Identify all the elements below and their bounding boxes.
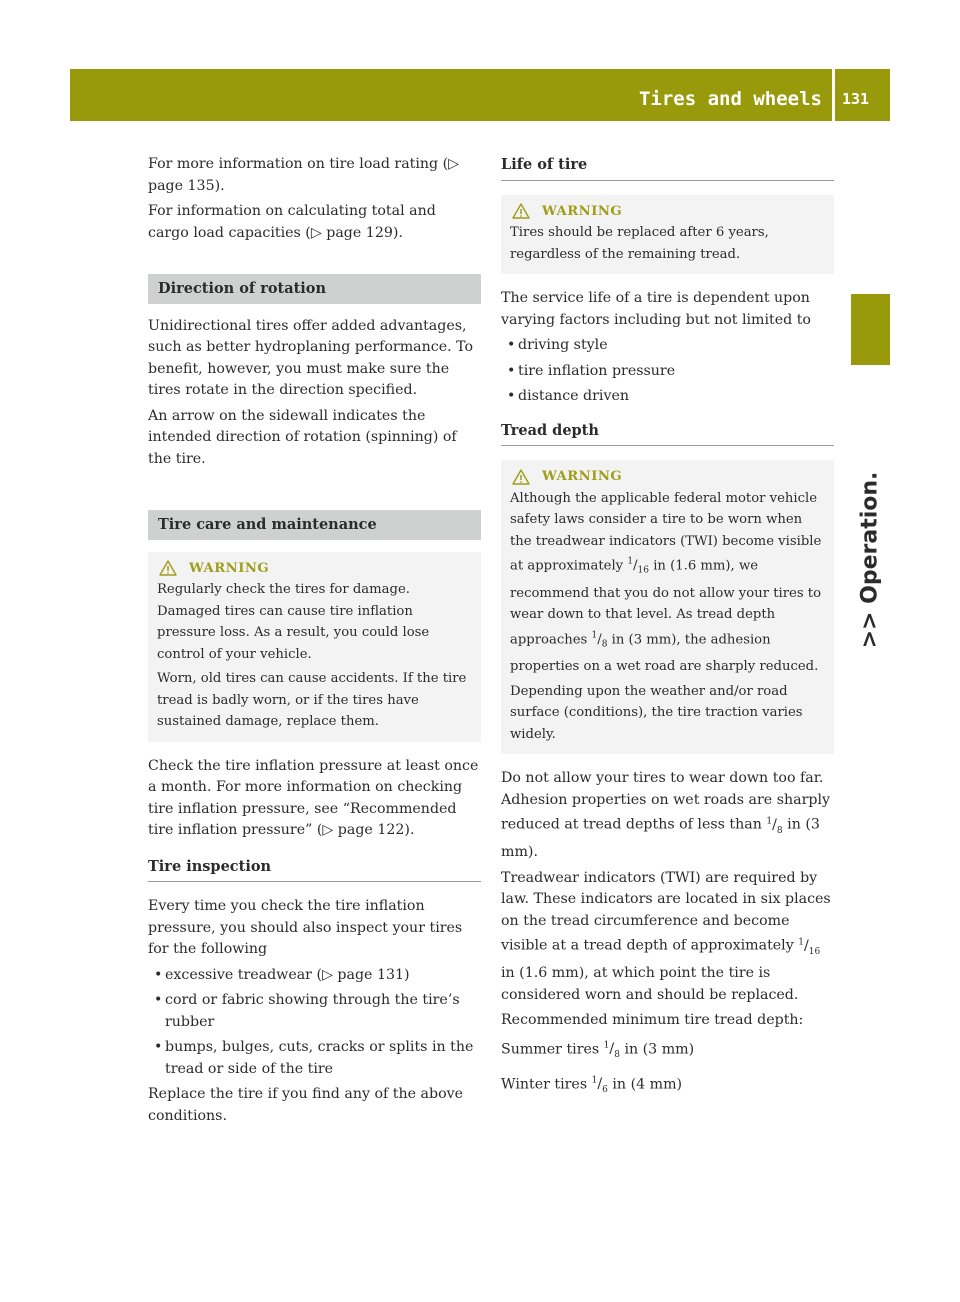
warning-text: Worn, old tires can cause accidents. If the tire tread is badly worn, or if the tires have sustained damage, replace them. <box>157 671 467 729</box>
warning-title <box>157 558 473 580</box>
tread-depth-winter: Winter tires $^1/_6$ in (4 mm) <box>501 1075 683 1096</box>
fraction: $^1/_8$ <box>591 630 608 650</box>
warning-text: Although the applicable federal motor vehicle safety laws consider a tire to be worn when the treadwear indicators (TWI) become visible at approximately $^1/_{16}$ in (1.6 mm), we recommend that you do not allow your tires to wear down to that level. As tread depth approaches $^1/_8$ in (3 mm), the adhesion properties on a wet road are sharply reduced. <box>510 490 822 675</box>
warning-title <box>510 201 826 223</box>
warning-text: Depending upon the weather and/or road surface (conditions), the tire traction varies widely. <box>510 683 803 742</box>
subsection-heading: Tread depth <box>501 420 834 447</box>
warning-label: WARNING <box>542 469 623 484</box>
bullet: • <box>154 966 163 983</box>
fraction: $^1/_{16}$ <box>798 937 821 957</box>
paragraph: An arrow on the sidewall indicates the intended direction of rotation (spinning) of the tire. <box>148 407 457 467</box>
header-divider <box>832 69 835 121</box>
list-item: • excessive treadwear (▷ page 131) <box>148 965 481 987</box>
tread-depth-summer: Summer tires $^1/_8$ in (3 mm) <box>501 1040 695 1061</box>
warning-title <box>510 466 826 488</box>
bullet: • <box>154 1039 163 1055</box>
paragraph: The service life of a tire is dependent upon varying factors including but not limited to <box>501 290 811 328</box>
paragraph: For information on calculating total and cargo load capacities (▷ page 129). <box>148 203 436 241</box>
section-tab-marker <box>851 294 890 365</box>
paragraph: Recommended minimum tire tread depth: <box>501 1012 804 1029</box>
paragraph: For more information on tire load rating (▷ page 135). <box>148 156 460 194</box>
fraction: $^1/_6$ <box>591 1075 608 1096</box>
bullet: • <box>507 337 516 353</box>
list-item: • cord or fabric showing through the tire’s rubber <box>154 992 460 1030</box>
section-heading: Direction of rotation <box>148 274 481 304</box>
section-side-label: >> Operation. <box>857 471 883 649</box>
warning-text: Tires should be replaced after 6 years, regardless of the remaining tread. <box>510 225 769 262</box>
paragraph: Replace the tire if you find any of the above conditions. <box>148 1086 464 1124</box>
warning-text: Regularly check the tires for damage. Damaged tires can cause tire inflation pressure loss. As a result, you could lose control of your vehicle. <box>157 582 430 662</box>
list-item: • driving style <box>501 335 834 357</box>
warning-label: WARNING <box>189 560 270 576</box>
warning-box <box>501 460 834 754</box>
warning-triangle-icon <box>159 560 177 576</box>
warning-box <box>501 195 834 275</box>
subsection-heading: Tire inspection <box>148 856 481 883</box>
left-column <box>148 154 481 1131</box>
section-heading: Tire care and maintenance <box>148 510 481 540</box>
bullet: • <box>507 388 516 404</box>
paragraph: Do not allow your tires to wear down too far. Adhesion properties on wet roads are sharply reduced at tread depths of less than $^1/_8$ in (3 mm). <box>501 770 830 861</box>
fraction: $^1/_8$ <box>603 1040 620 1061</box>
paragraph: Every time you check the tire inflation pressure, you should also inspect your tires for the following <box>148 898 463 957</box>
list-item: • bumps, bulges, cuts, cracks or splits in the tread or side of the tire <box>154 1039 474 1077</box>
bullet: • <box>154 992 163 1008</box>
list-item: • tire inflation pressure <box>501 361 834 383</box>
bullet: • <box>507 362 516 379</box>
paragraph: Check the tire inflation pressure at least once a month. For more information on checking tire inflation pressure, see “Recommended tire inflation pressure” (▷ page 122). <box>148 757 479 838</box>
fraction: $^1/_{16}$ <box>627 557 649 577</box>
right-column <box>501 154 834 1106</box>
warning-triangle-icon <box>512 203 530 219</box>
fraction: $^1/_8$ <box>766 816 783 836</box>
page-title: Tires and wheels <box>638 88 822 110</box>
warning-triangle-icon <box>512 469 530 485</box>
list-item: • distance driven <box>501 386 834 408</box>
paragraph: Unidirectional tires offer added advantages, such as better hydroplaning performance. To benefit, however, you must make sure the tires rotate in the direction specified. <box>148 317 474 398</box>
subsection-heading: Life of tire <box>501 154 834 181</box>
page-number: 131 <box>842 90 870 108</box>
warning-label: WARNING <box>542 203 623 219</box>
warning-box <box>148 552 481 742</box>
paragraph: Treadwear indicators (TWI) are required by law. These indicators are located in six places on the tread circumference and become visible at a tread depth of approximately $^1/_{16}$ in (1.6 mm), at which point the tire is considered worn and should be replaced. <box>501 869 831 1003</box>
